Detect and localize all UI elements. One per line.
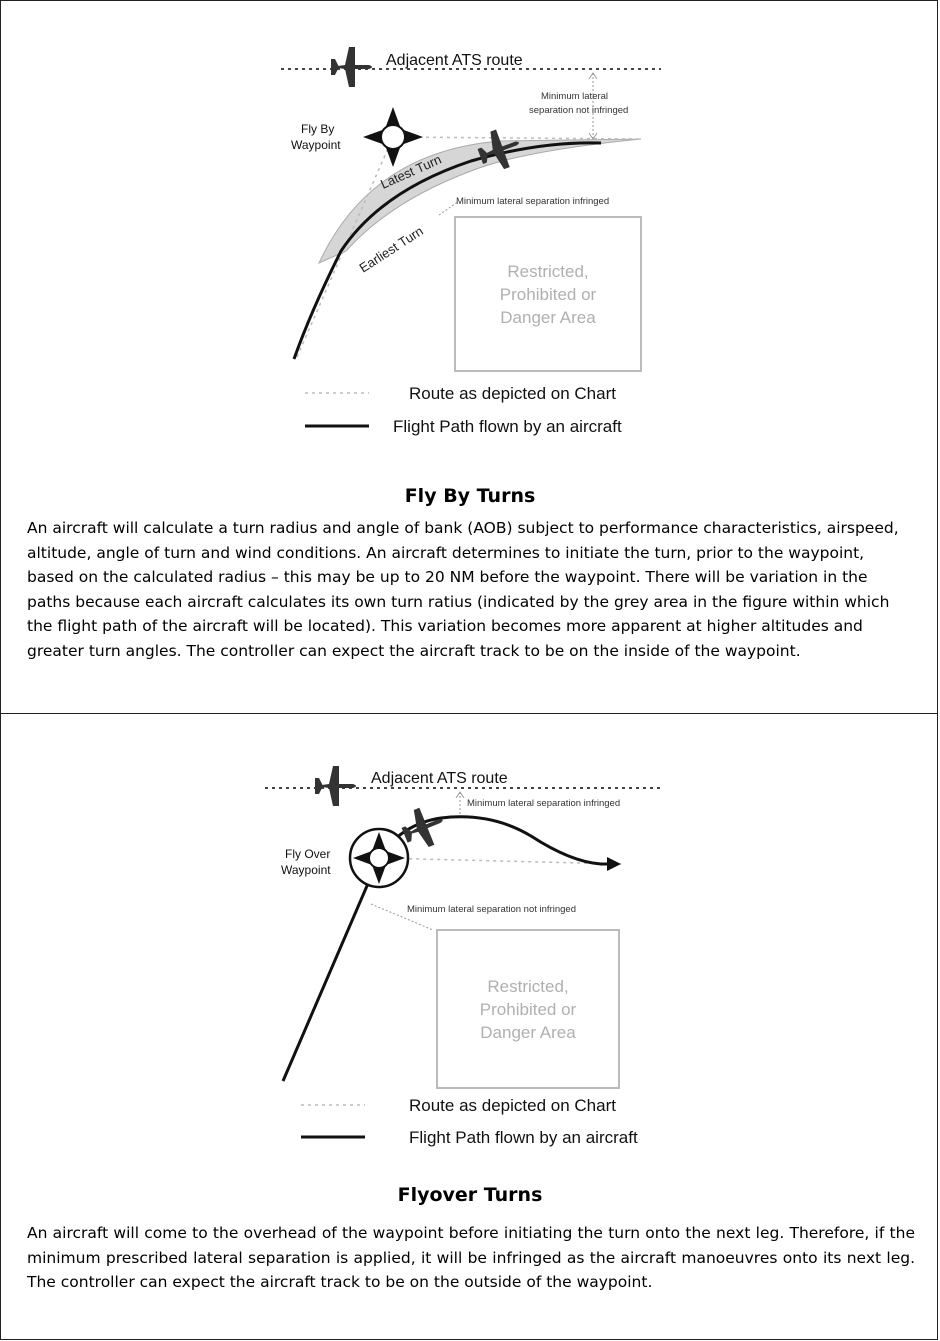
latest-turn-label: Latest Turn xyxy=(378,151,444,192)
legend-route-label: Route as depicted on Chart xyxy=(409,1096,616,1115)
area-label: Restricted, xyxy=(487,977,569,996)
adjacent-route-label: Adjacent ATS route xyxy=(371,770,508,787)
waypoint-label: Fly Over xyxy=(285,847,331,861)
flyover-title: Flyover Turns xyxy=(397,1184,543,1206)
airplane-icon xyxy=(315,766,356,806)
legend-path-label: Flight Path flown by an aircraft xyxy=(393,417,622,436)
separation-infringed-label: Minimum lateral separation infringed xyxy=(467,798,621,809)
separation-not-infringed-label: separation not infringed xyxy=(529,105,629,116)
flyover-description: An aircraft will come to the overhead of the waypoint before initiating the turn onto the next leg. Therefore, if the minimum prescribed lateral separation is applied, it will be infringed as the aircraft manoeuvres onto its next leg. The controller can expect the aircraft track to be on the outside of the waypoint. xyxy=(27,1224,915,1292)
arrow-head-icon xyxy=(607,857,621,871)
legend-path-label: Flight Path flown by an aircraft xyxy=(409,1128,638,1147)
fly-by-diagram xyxy=(1,1,939,481)
fly-by-title: Fly By Turns xyxy=(404,485,536,507)
legend-route-label: Route as depicted on Chart xyxy=(409,384,616,403)
flyover-diagram xyxy=(1,714,939,1164)
waypoint-label: Waypoint xyxy=(281,863,331,877)
area-label: Danger Area xyxy=(480,1023,576,1042)
separation-not-infringed-label: Minimum lateral xyxy=(541,91,609,102)
area-label: Prohibited or xyxy=(479,1000,577,1019)
waypoint-label: Waypoint xyxy=(291,138,341,152)
flyover-panel xyxy=(0,713,938,1340)
area-label: Prohibited or xyxy=(499,285,597,304)
fly-by-waypoint-icon xyxy=(363,107,423,167)
separation-not-infringed-label: Minimum lateral separation not infringed xyxy=(407,904,576,915)
fly-by-description: An aircraft will calculate a turn radius and angle of bank (AOB) subject to performance characteristics, airspeed, altitude, angle of turn and wind conditions. An aircraft determines to initiate the turn, prior to the waypoint, based on the calculated radius – this may be up to 20 NM before the waypoint. There will be variation in the paths because each aircraft calculates its own turn ratius (indicated by the grey area in the figure within which the flight path of the aircraft will be located). This variation becomes more apparent at higher altitudes and greater turn angles. The controller can expect the aircraft track to be on the inside of the waypoint. xyxy=(27,519,899,660)
area-label: Danger Area xyxy=(500,308,596,327)
waypoint-label: Fly By xyxy=(301,122,335,136)
adjacent-route-label: Adjacent ATS route xyxy=(386,52,523,69)
area-label: Restricted, xyxy=(507,262,589,281)
separation-infringed-label: Minimum lateral separation infringed xyxy=(456,196,610,207)
fly-over-waypoint-icon xyxy=(350,829,408,887)
earliest-turn-label: Earliest Turn xyxy=(356,223,426,276)
airplane-icon xyxy=(331,47,372,87)
